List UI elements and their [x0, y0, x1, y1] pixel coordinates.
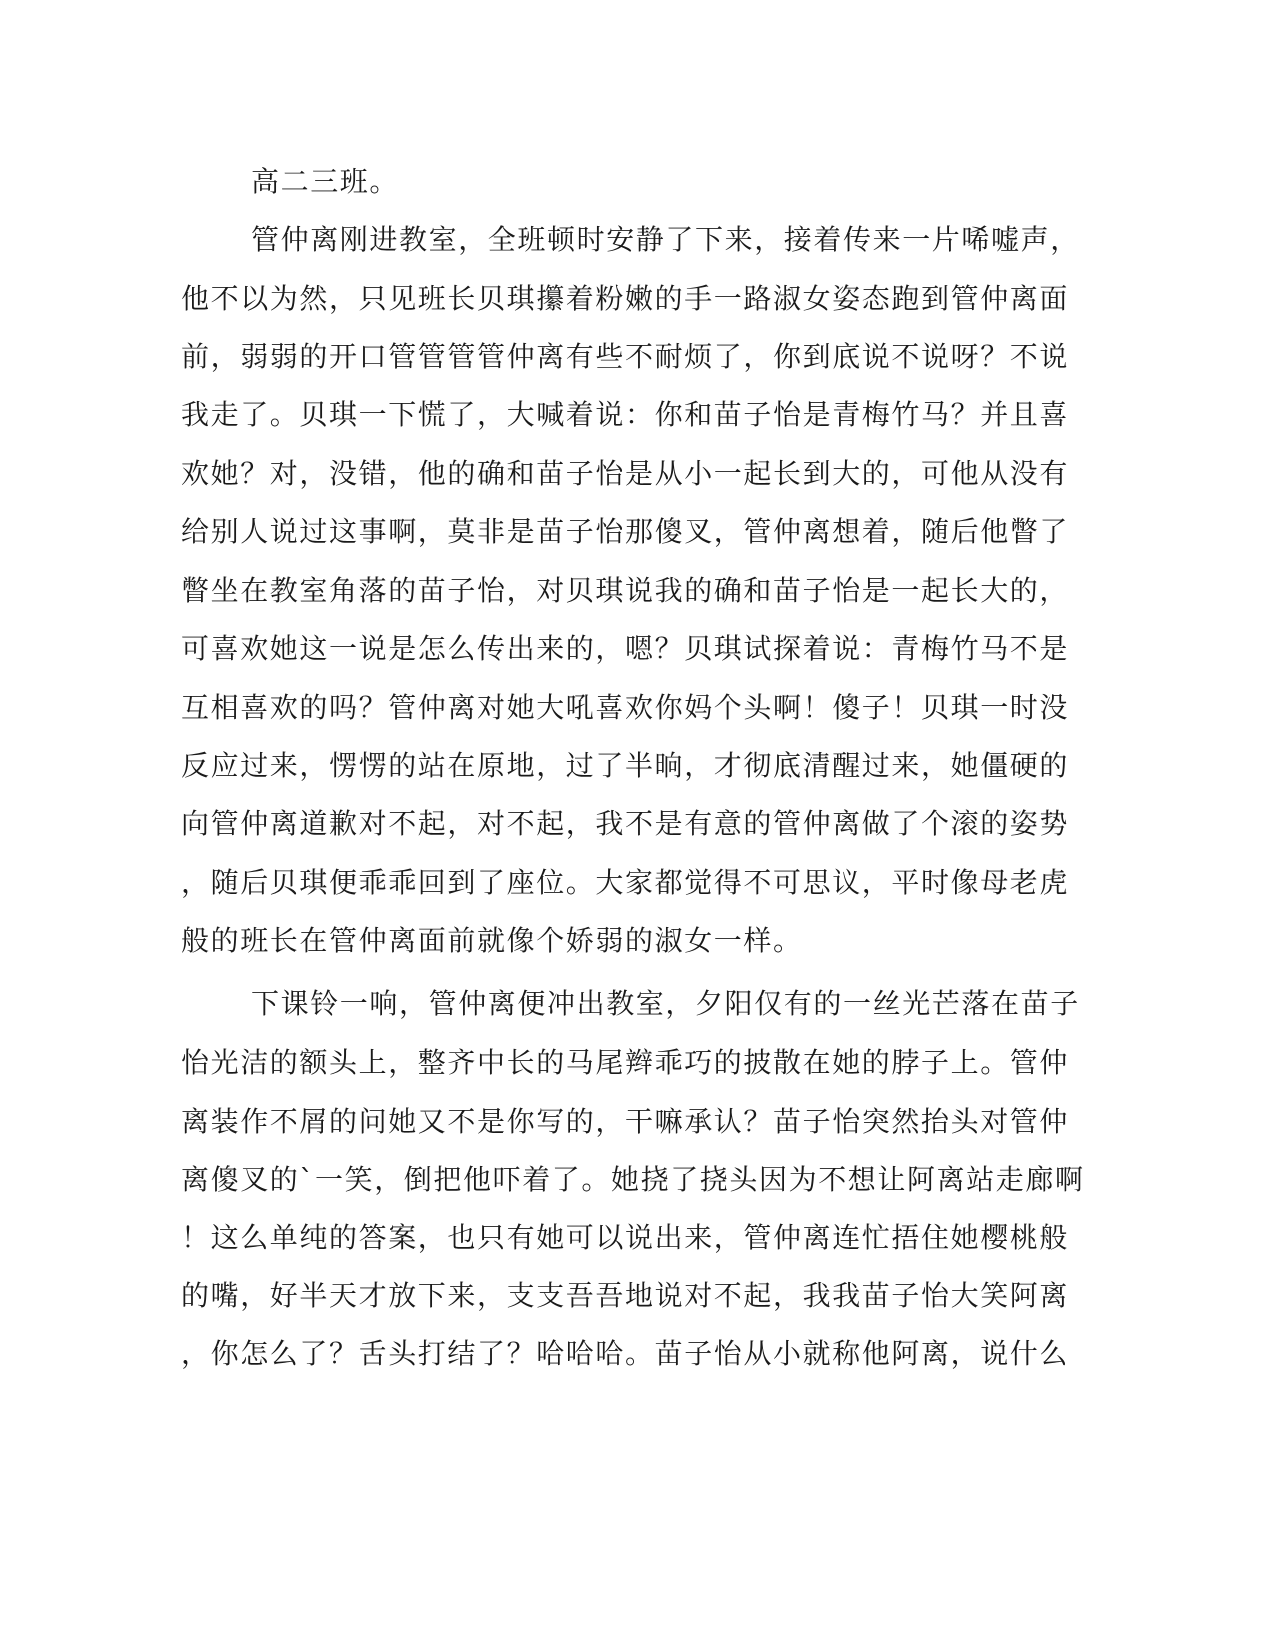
text-line: 反应过来，愣愣的站在原地，过了半晌，才彻底清醒过来，她僵硬的	[181, 749, 1070, 782]
text-line: 他不以为然，只见班长贝琪攥着粉嫩的手一路淑女姿态跑到管仲离面	[181, 282, 1070, 315]
text-line: 管仲离刚进教室，全班顿时安静了下来，接着传来一片唏嘘声，	[251, 223, 1080, 256]
text-line: 前，弱弱的开口管管管管仲离有些不耐烦了，你到底说不说呀？不说	[181, 340, 1070, 373]
text-line: 离装作不屑的问她又不是你写的，干嘛承认？苗子怡突然抬头对管仲	[181, 1105, 1070, 1138]
text-line: 瞥坐在教室角落的苗子怡，对贝琪说我的确和苗子怡是一起长大的，	[181, 574, 1070, 607]
text-line: 互相喜欢的吗？管仲离对她大吼喜欢你妈个头啊！傻子！贝琪一时没	[181, 691, 1070, 724]
text-line: 怡光洁的额头上，整齐中长的马尾辫乖巧的披散在她的脖子上。管仲	[181, 1046, 1070, 1079]
text-line: 离傻叉的`一笑，倒把他吓着了。她挠了挠头因为不想让阿离站走廊啊	[181, 1163, 1085, 1196]
text-line: ，随后贝琪便乖乖回到了座位。大家都觉得不可思议，平时像母老虎	[181, 866, 1070, 899]
text-line: 我走了。贝琪一下慌了，大喊着说：你和苗子怡是青梅竹马？并且喜	[181, 398, 1070, 431]
text-line: 向管仲离道歉对不起，对不起，我不是有意的管仲离做了个滚的姿势	[181, 807, 1070, 840]
text-line: ！这么单纯的答案，也只有她可以说出来，管仲离连忙捂住她樱桃般	[181, 1221, 1070, 1254]
text-line: 给别人说过这事啊，莫非是苗子怡那傻叉，管仲离想着，随后他瞥了	[181, 515, 1070, 548]
text-line: 欢她？对，没错，他的确和苗子怡是从小一起长到大的，可他从没有	[181, 457, 1070, 490]
text-line: 的嘴，好半天才放下来，支支吾吾地说对不起，我我苗子怡大笑阿离	[181, 1279, 1070, 1312]
text-line: 高二三班。	[251, 165, 400, 198]
text-line: 可喜欢她这一说是怎么传出来的，嗯？贝琪试探着说：青梅竹马不是	[181, 632, 1070, 665]
text-line: 般的班长在管仲离面前就像个娇弱的淑女一样。	[181, 924, 803, 957]
text-line: 下课铃一响，管仲离便冲出教室，夕阳仅有的一丝光芒落在苗子	[251, 987, 1080, 1020]
text-line: ，你怎么了？舌头打结了？哈哈哈。苗子怡从小就称他阿离，说什么	[181, 1337, 1070, 1370]
